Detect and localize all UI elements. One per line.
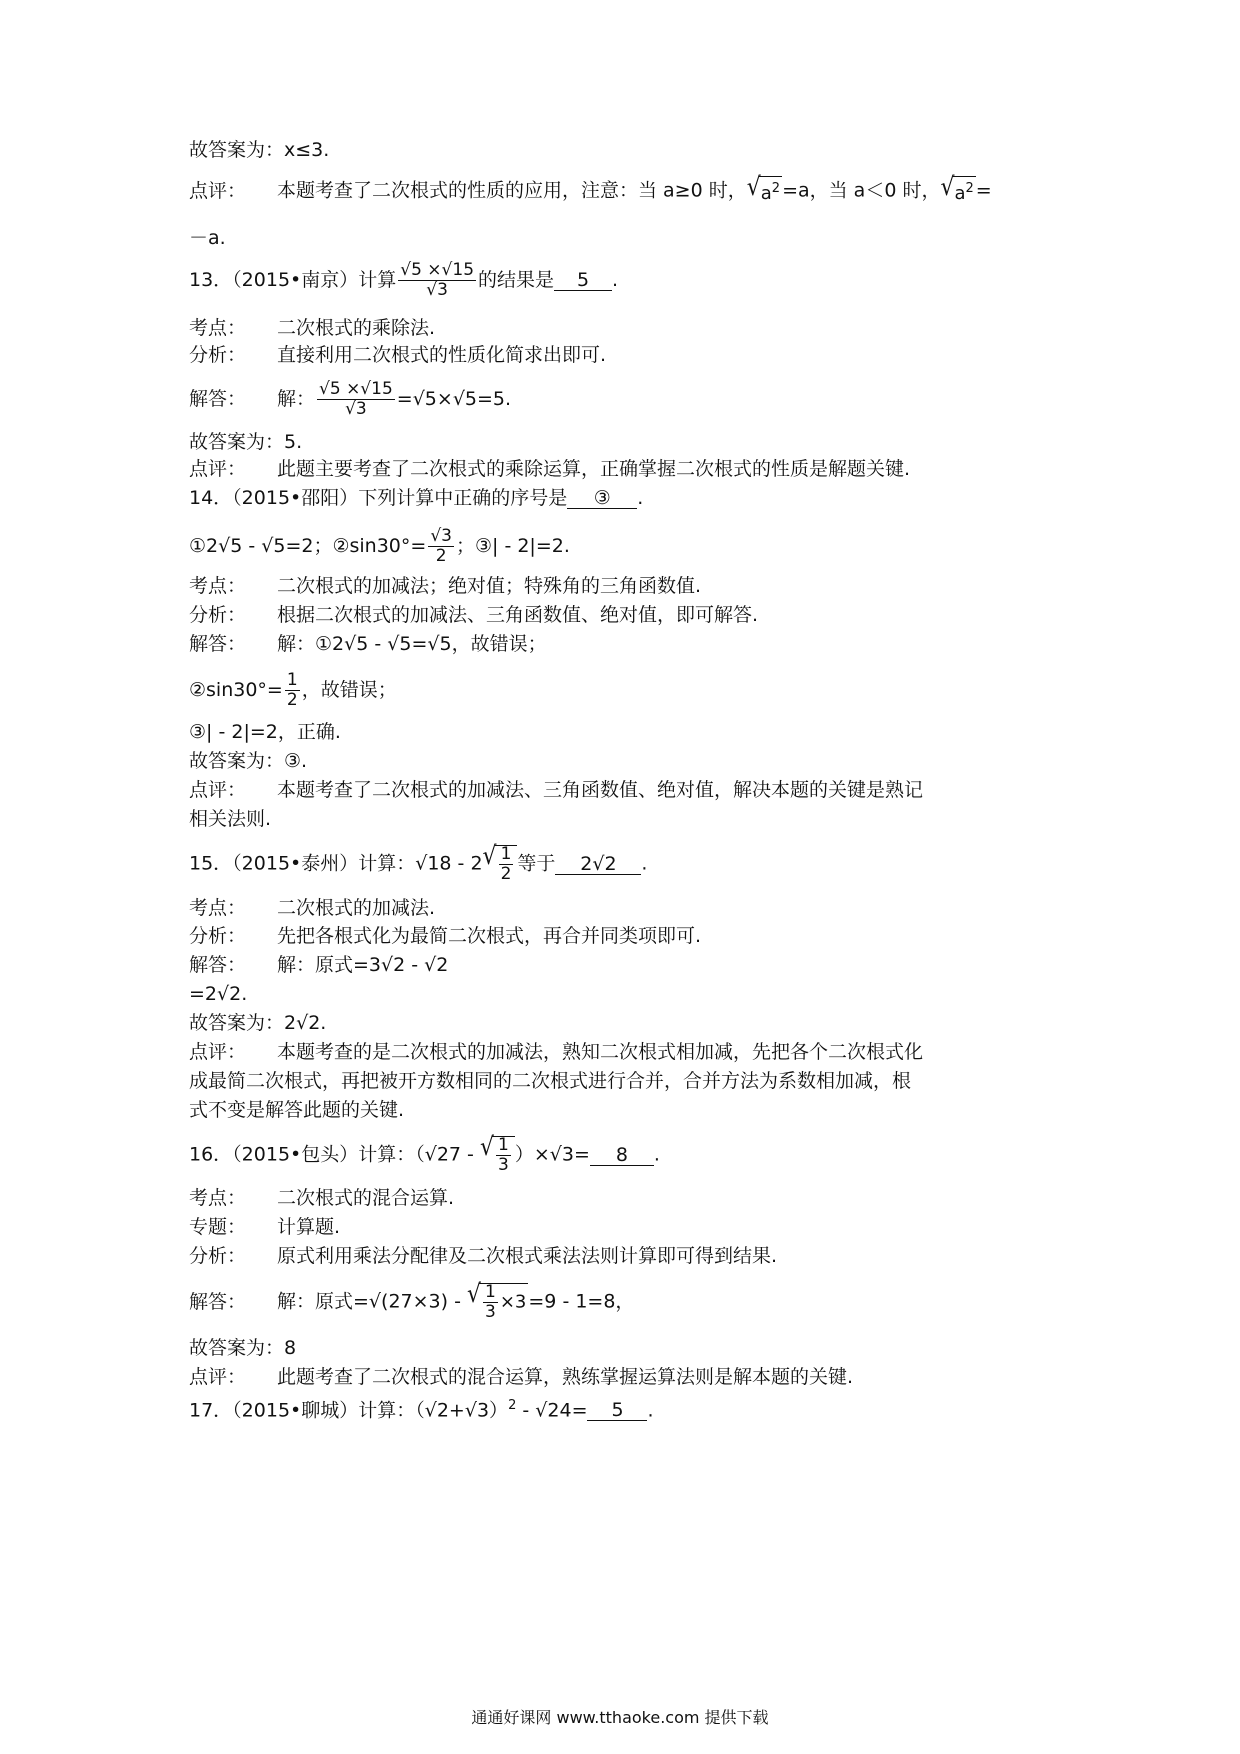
answer-line: 故答案为：8 bbox=[189, 1337, 297, 1359]
answer-line: 故答案为：5. bbox=[189, 431, 303, 453]
fraction: $\frac{√5 \times√15}{√3}$ bbox=[400, 260, 475, 300]
solution-14-step3: ③| - 2|=2，正确. bbox=[189, 721, 341, 743]
fenxi-16: 分析： 原式利用乘法分配律及二次根式乘法法则计算即可得到结果. bbox=[189, 1245, 778, 1267]
zhuanti-16: 专题： 计算题. bbox=[189, 1216, 341, 1238]
kaodian-15: 考点： 二次根式的加减法. bbox=[189, 897, 436, 919]
jieda-14: 解答： 解：①2√5 - √5=√5，故错误； bbox=[189, 633, 547, 655]
jieda-15: 解答： 解：原式=3√2 - √2 bbox=[189, 954, 449, 976]
solution-15-step2: =2√2. bbox=[189, 983, 248, 1005]
fenxi-13: 分析： 直接利用二次根式的性质化简求出即可. bbox=[189, 344, 607, 366]
page-footer: 通通好课网 www.tthaoke.com 提供下载 bbox=[471, 1708, 769, 1727]
question-14: 14．（2015•邵阳）下列计算中正确的序号是 ③ . bbox=[189, 487, 644, 509]
answer-blank: 5 bbox=[554, 270, 612, 291]
comment-line: 点评： 本题考查了二次根式的性质的应用，注意：当 a≥0 时，$√a^2 =a$，当 a＜0 时，$√a^2$ = bbox=[189, 173, 992, 204]
jieda-16: 解答： 解：原式=√(27×3) - √ $\frac{1}{3}$ ×3 =9 - 1=8， bbox=[189, 1280, 635, 1322]
answer-blank: 2√2 bbox=[555, 854, 641, 875]
comment-line: 点评： 此题主要考查了二次根式的乘除运算，正确掌握二次根式的性质是解题关键. bbox=[189, 458, 911, 480]
question-16: 16．（2015•包头）计算：（√27 - √ $\frac{1}{3}$ ）×√3= 8 . bbox=[189, 1133, 660, 1175]
options-14: ①2√5 - √5=2；②sin30°= $\frac{√3}{2}$ ；③| - 2|=2. bbox=[189, 526, 570, 566]
kaodian-14: 考点： 二次根式的加减法；绝对值；特殊角的三角函数值. bbox=[189, 575, 702, 597]
answer-blank: ③ bbox=[567, 488, 637, 509]
comment-continuation: 相关法则. bbox=[189, 808, 272, 830]
kaodian-16: 考点： 二次根式的混合运算. bbox=[189, 1187, 455, 1209]
comment-line: 点评： 本题考查的是二次根式的加减法，熟知二次根式相加减，先把各个二次根式化 bbox=[189, 1041, 924, 1063]
fenxi-15: 分析： 先把各根式化为最简二次根式，再合并同类项即可. bbox=[189, 925, 702, 947]
answer-line: 故答案为：2√2. bbox=[189, 1012, 327, 1034]
fenxi-14: 分析： 根据二次根式的加减法、三角函数值、绝对值，即可解答. bbox=[189, 604, 759, 626]
answer-line: 故答案为：③. bbox=[189, 750, 308, 772]
question-13: 13．（2015•南京）计算 $\frac{√5 \times√15}{√3}$ 的结果是 5 . bbox=[189, 260, 619, 300]
solution-14-step2: ②sin30°= $\frac{1}{2}$ ，故错误； bbox=[189, 670, 397, 710]
question-17: 17．（2015•聊城）计算：$(√2+√3)^2 - √24= 5$ . bbox=[189, 1398, 654, 1422]
answer-blank: 5 bbox=[587, 1400, 647, 1421]
comment-continuation: 成最简二次根式，再把被开方数相同的二次根式进行合并，合并方法为系数相加减，根 bbox=[189, 1070, 912, 1092]
question-15: 15．（2015•泰州）计算：√18 - 2√ $\frac{1}{2}$ 等于 2√2 . bbox=[189, 842, 648, 884]
comment-line: 点评： 本题考查了二次根式的加减法、三角函数值、绝对值，解决本题的关键是熟记 bbox=[189, 779, 924, 801]
comment-line: 点评： 此题考查了二次根式的混合运算，熟练掌握运算法则是解本题的关键. bbox=[189, 1366, 854, 1388]
answer-line: 故答案为：x≤3. bbox=[189, 139, 330, 161]
comment-continuation: －a. bbox=[189, 227, 226, 249]
jieda-13: 解答： 解： $\frac{√5 \times√15}{√3}$ =√5×√5=5. bbox=[189, 379, 512, 419]
kaodian-13: 考点： 二次根式的乘除法. bbox=[189, 317, 436, 339]
answer-blank: 8 bbox=[590, 1145, 654, 1166]
comment-continuation: 式不变是解答此题的关键. bbox=[189, 1099, 405, 1121]
